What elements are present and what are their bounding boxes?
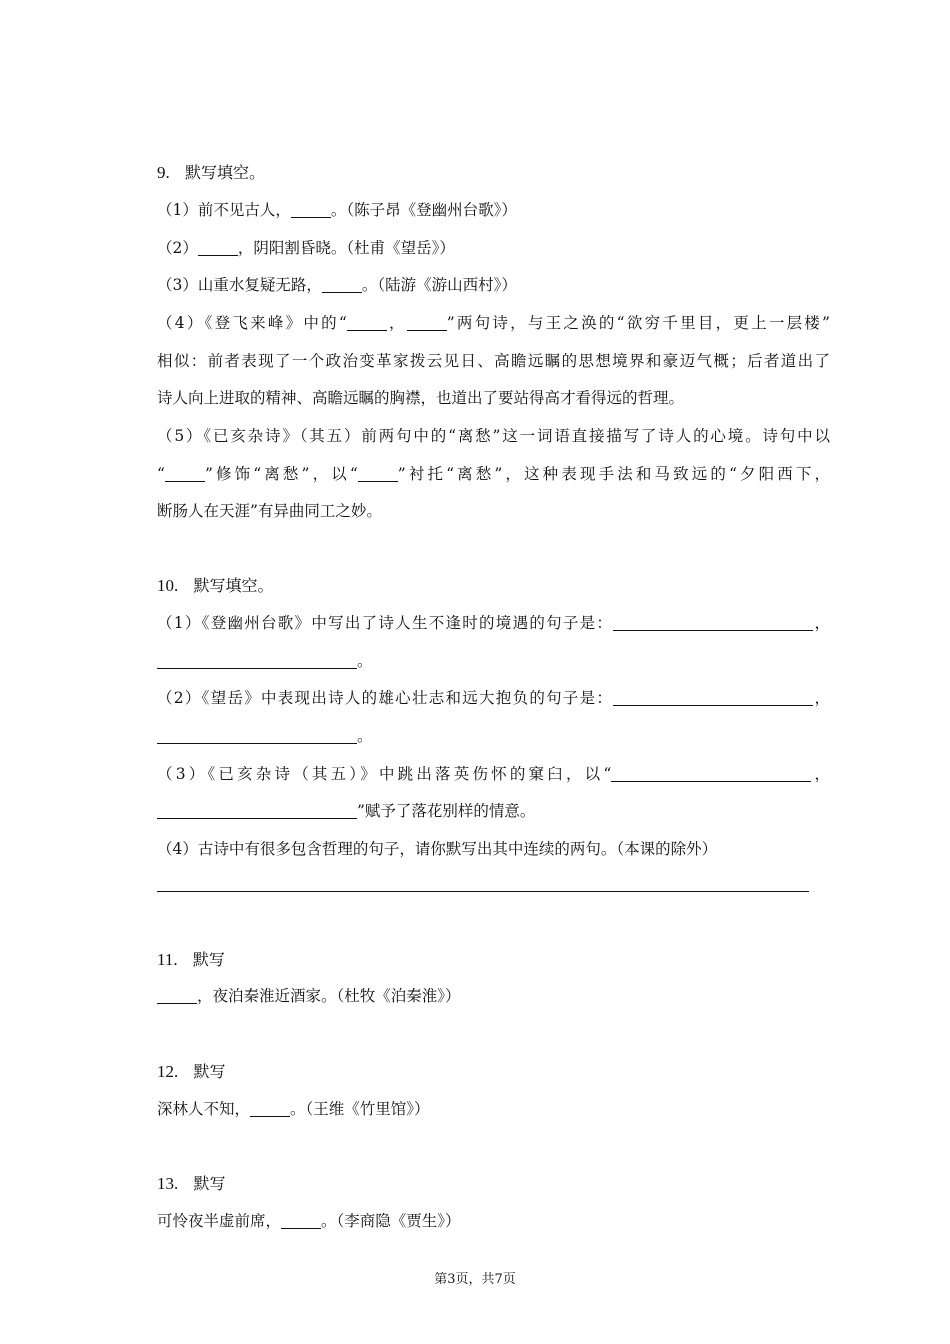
q11-item: ，夜泊秦淮近酒家。（杜牧《泊秦淮》） bbox=[157, 984, 830, 1006]
question-title: 默写 bbox=[193, 1062, 226, 1081]
q9-item-1: （1）前不见古人， 。（陈子昂《登幽州台歌》） bbox=[157, 201, 517, 219]
question-12-heading bbox=[157, 1059, 226, 1082]
question-title: 默写填空。 bbox=[185, 163, 266, 182]
q10-item-4-answer bbox=[157, 875, 830, 893]
q9-item-5-cont: “ ”修饰“离愁”，以“ ”衬托“离愁”，这种表现手法和马致远的“夕阳西下， bbox=[157, 465, 831, 483]
q10-item-3-cont: ”赋予了落花别样的情意。 bbox=[157, 799, 830, 821]
q10-item-2-cont: 。 bbox=[157, 724, 830, 746]
q13-item: 可怜夜半虚前席， 。（李商隐《贾生》） bbox=[157, 1212, 461, 1230]
q12-item: 深林人不知， 。（王维《竹里馆》） bbox=[157, 1100, 430, 1118]
question-title: 默写 bbox=[193, 1174, 226, 1193]
answer-blank[interactable] bbox=[157, 802, 357, 819]
answer-blank[interactable] bbox=[157, 875, 809, 892]
q9-item-4-cont: 相似：前者表现了一个政治变革家拨云见日、高瞻远瞩的思想境界和豪迈气概；后者道出了 bbox=[157, 352, 830, 370]
answer-blank[interactable] bbox=[157, 727, 357, 744]
answer-blank[interactable] bbox=[347, 314, 387, 331]
q9-item-4: （4）《登飞来峰》中的“ ， ”两句诗，与王之涣的“欲穷千里目，更上一层楼” bbox=[157, 314, 830, 332]
answer-blank[interactable] bbox=[250, 1100, 290, 1117]
q9-item-2: （2） ，阴阳割昏晓。（杜甫《望岳》） bbox=[157, 239, 455, 257]
q9-item-5-cont2: 断肠人在天涯”有异曲同工之妙。 bbox=[157, 502, 382, 520]
answer-blank[interactable] bbox=[611, 765, 811, 782]
answer-blank[interactable] bbox=[157, 987, 197, 1004]
question-number: 11. bbox=[157, 950, 178, 969]
question-10-heading bbox=[157, 573, 274, 596]
answer-blank[interactable] bbox=[291, 201, 331, 218]
question-number: 12. bbox=[157, 1062, 179, 1081]
q9-item-5: （5）《已亥杂诗》（其五）前两句中的“离愁”这一词语直接描写了诗人的心境。诗句中以 bbox=[157, 427, 830, 445]
answer-blank[interactable] bbox=[281, 1212, 321, 1229]
question-number: 9. bbox=[157, 163, 170, 182]
page-footer: 第3页，共7页 bbox=[434, 1272, 516, 1287]
q9-item-4-cont2: 诗人向上进取的精神、高瞻远瞩的胸襟，也道出了要站得高才看得远的哲理。 bbox=[157, 389, 685, 407]
answer-blank[interactable] bbox=[358, 465, 398, 482]
answer-blank[interactable] bbox=[613, 614, 813, 631]
q10-item-3: （3）《已亥杂诗（其五）》中跳出落英伤怀的窠臼，以“ ， bbox=[157, 765, 830, 783]
q9-item-3: （3）山重水复疑无路， 。（陆游《游山西村》） bbox=[157, 276, 517, 294]
question-11-heading bbox=[157, 947, 225, 970]
question-13-heading bbox=[157, 1171, 226, 1194]
answer-blank[interactable] bbox=[157, 652, 357, 669]
question-number: 10. bbox=[157, 576, 179, 595]
q10-item-1-cont: 。 bbox=[157, 649, 830, 671]
answer-blank[interactable] bbox=[613, 689, 813, 706]
question-number: 13. bbox=[157, 1174, 179, 1193]
q10-item-2: （2）《望岳》中表现出诗人的雄心壮志和远大抱负的句子是： ， bbox=[157, 689, 830, 707]
question-9-heading bbox=[157, 160, 265, 183]
answer-blank[interactable] bbox=[322, 276, 362, 293]
q10-item-4: （4）古诗中有很多包含哲理的句子，请你默写出其中连续的两句。（本课的除外） bbox=[157, 840, 718, 858]
question-title: 默写填空。 bbox=[193, 576, 274, 595]
answer-blank[interactable] bbox=[165, 465, 205, 482]
answer-blank[interactable] bbox=[407, 314, 447, 331]
question-title: 默写 bbox=[192, 950, 225, 969]
answer-blank[interactable] bbox=[198, 239, 238, 256]
q10-item-1: （1）《登幽州台歌》中写出了诗人生不逢时的境遇的句子是： ， bbox=[157, 614, 830, 632]
